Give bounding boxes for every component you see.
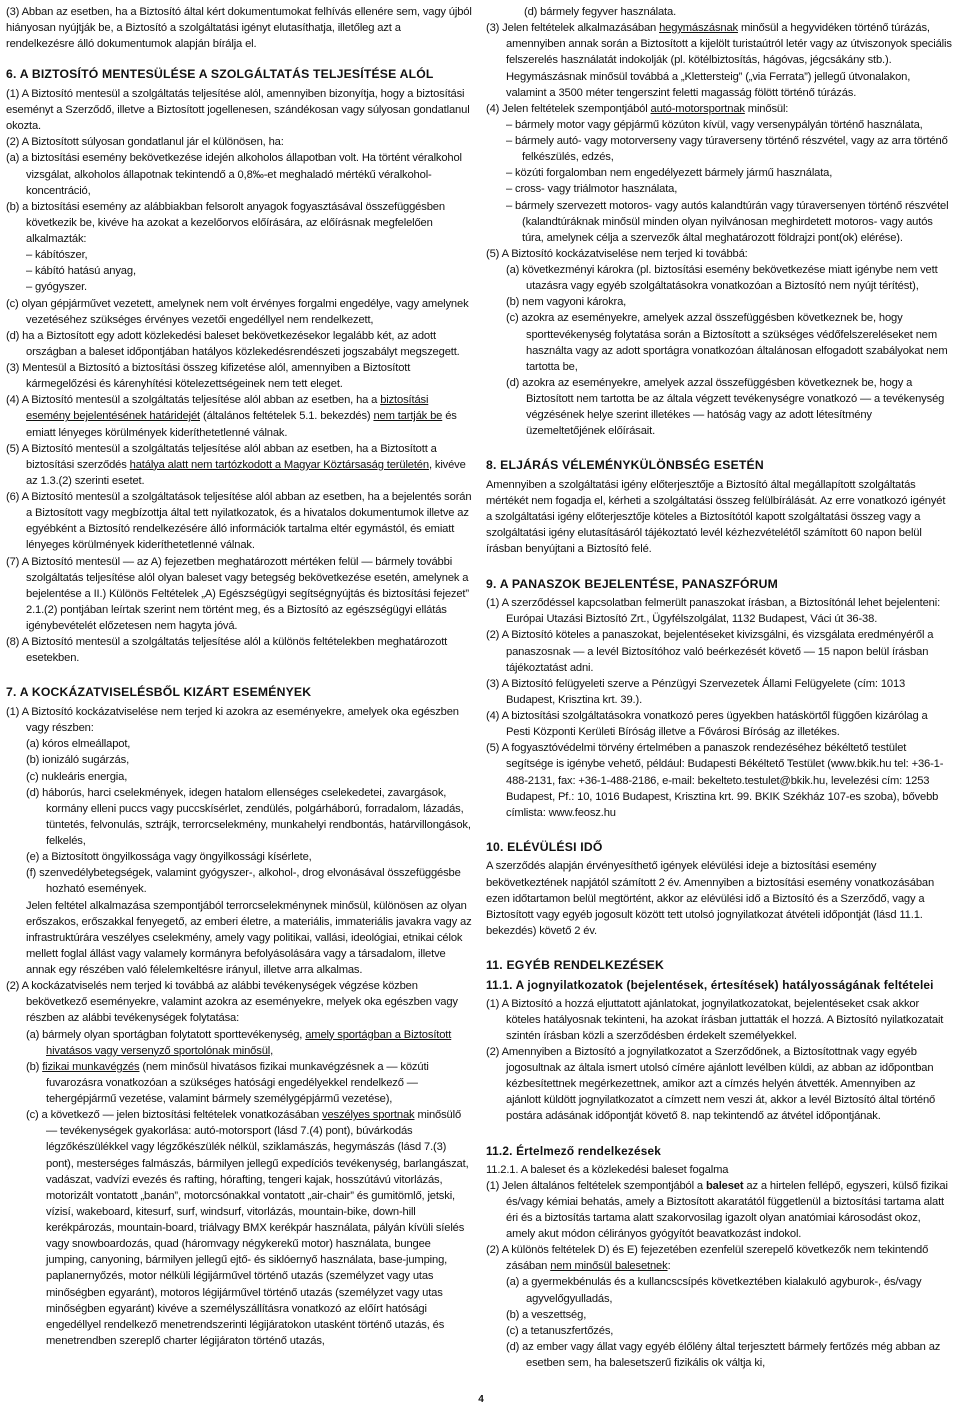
s9-paragraph-2: (2) A Biztosító köteles a panaszokat, bejelentéseket kivizsgálni, és vizsgálata eredményéről a panaszosnak — a levél Biztosítóhoz való beérkezését követő — 15 napon belül írásban tájékoztatást adni.: [486, 629, 934, 674]
s6-item-b: (b) a biztosítási esemény az alábbiakban felsorolt anyagok fogyasztásával összefüggésben következik be, kivéve ha azokat a kezelőorvos előírására, az előírásnak megfelelően alkalmazták:: [6, 200, 445, 246]
r-dash-4: – cross- vagy triálmotor használata,: [506, 183, 678, 196]
s6-paragraph-6: (6) A Biztosító mentesül a szolgáltatások teljesítése alól abban az esetben, ha a bejelentés során a Biztosított vagy megbízottja által tett nyilatkozatok, és a hivatalos dokumentumok illetve az egyébként a Biztosító rendelkezésére álló információk tartalma eltér egymástól, és emiatt lényeges körülmények kideríthetetlenné válnak.: [6, 491, 472, 552]
section-10-title: 10. ELÉVÜLÉSI IDŐ: [486, 839, 603, 854]
s6-p4-b: (általános feltételek 5.1. bekezdés): [200, 410, 374, 423]
s9-paragraph-5: (5) A fogyasztóvédelmi törvény értelmében a panaszok rendezéséhez békéltető testület segítsége is igénybe vehető, például: Budapesti Békéltető Testület (www.bkik.hu tel: +36-1-488-2131, fax: +36-1-488-2186, e-mail: bekelteto.testulet@bkik.hu, levelezési cím: 1253 Budapest, Pf.: 10, 1016 Budapest, Krisztina krt. 99. BKIK Székház 107-es szoba), bővebb címlista: www.feosz.hu: [486, 742, 944, 819]
r-p4-b: minősül:: [744, 102, 789, 115]
s6-paragraph-2: (2) A Biztosított súlyosan gondatlanul jár el különösen, ha:: [6, 136, 284, 149]
r-paragraph-3: [486, 20, 952, 68]
s9-paragraph-1: (1) A szerződéssel kapcsolatban felmerült panaszokat írásban, a Biztosítónál lehet bejelenteni: Európai Utazási Biztosító Zrt., Ügyfélszolgálat, 1132 Budapest, Váci út 36-38.: [486, 597, 941, 626]
r-p4-underline: autó-motorsportnak: [650, 102, 745, 115]
s7-p2b-label: (b): [26, 1060, 43, 1073]
s6-paragraph-1: (1) A Biztosító mentesül a szolgáltatás teljesítése alól, amennyiben bizonyítja, hogy a biztosítási eseményt a Szerződő, illetve a Biztosított jogellenesen, szándékosan vagy súlyosan gondatlanul okozta.: [6, 87, 470, 133]
s6-dash-1: – kábítószer,: [26, 249, 88, 262]
s7-p2a-underline: amely sportágban a Biztosított hivatásos vagy versenyző sportolónak minősül,: [46, 1028, 452, 1057]
s7-terror-definition: Jelen feltétel alkalmazása szempontjából terrorcselekménynek minősül, különösen az olyan erőszakos, erőszakkal fenyegető, az emberi életre, a materiális, immateriális javakra vagy az infrastruktúrára veszélyes cselekmény, amely vagy politikai, vallási, ideológiai, etnikai célok mellett foglal állást vagy valamely kormányra befolyásolására vagy a társadalom, illetve annak egy részében való félelemkeltésre irányul, illetve arra alkalmas.: [26, 899, 472, 976]
s6-paragraph-8: (8) A Biztosító mentesül a szolgáltatás teljesítése alól a különös feltételekben meghatározott esetekben.: [6, 636, 448, 665]
s6-p4-underline-1: biztosítási esemény bejelentésének határidejét: [26, 394, 429, 423]
s1121-paragraph-1: [486, 1178, 952, 1243]
r-p5-item-d: (d) azokra az eseményekre, amelyek azzal összefüggésben következnek be, hogy a Biztosított nem tartotta be az általa végzett tevékenységre vonatkozó — a tevékenység végzésének helye szerint illetékes — hatóság vagy az adott létesítmény üzemeltetőjének előírásait.: [506, 376, 945, 438]
r-paragraph-3-cont: Hegymászásnak minősül továbbá a „Klettersteig” („via Ferrata”) jellegű útvonalakon, valamint a 3500 méter tengerszint feletti magasság fölött történő túrázás.: [506, 70, 911, 99]
document-page: [6, 0, 956, 1409]
s6-p5-b: kivéve az 1.3.(2) szerinti esetet.: [26, 458, 466, 487]
s6-p5-underline: hatálya alatt nem tartózkodott a Magyar Köztársaság területén,: [129, 458, 432, 471]
s7-item-f: (f) szenvedélybetegségek, valamint gyógyszer-, alkohol-, drog elvonásával összefüggésbe hozható események.: [26, 867, 461, 896]
s8-text: Amennyiben a szolgáltatási igény előterjesztője a Biztosító által megállapított szolgáltatás mértékét nem fogadja el, kérheti a szolgáltatási összeg felülbírálását. Az erre vonatkozó igényét a szolgáltatási igény előterjesztője köteles a Biztosítótól kapott szolgáltatási összeg vagy a szolgáltatási igény elutasításáról tájékoztató levél kézhezvételétől számított 60 napon belül írásban benyújtani a Biztosító felé.: [486, 478, 946, 556]
s1121-heading: 11.2.1. A baleset és a közlekedési baleset fogalma: [486, 1163, 729, 1176]
right-column: [486, 4, 952, 1371]
s6-p4-c: és emiatt lényeges körülmények kideríthetetlenné válnak.: [26, 410, 457, 439]
s1121-p2-a: (2) A különös feltételek D) és E) fejezetében ezenfelül szerepelő következők nem tekintendő: [486, 1244, 929, 1257]
page-number: 4: [478, 1394, 484, 1405]
r-p3-a: (3) Jelen feltételek alkalmazásában: [486, 22, 660, 35]
s1121-p2-c: :: [667, 1260, 671, 1273]
s9-paragraph-3: (3) A Biztosító felügyeleti szerve a Pénzügyi Szervezetek Állami Felügyelete (cím: 1013 Budapest, Krisztina krt. 39.).: [486, 677, 906, 706]
s7-item-a: (a) kóros elmeállapot,: [26, 738, 131, 751]
section-11-2-title: 11.2. Értelmező rendelkezések: [486, 1143, 661, 1158]
r-dash-2: – bármely autó- vagy motorverseny vagy túraverseny történő részvétel, vagy az arra történő felkészülés, edzés,: [506, 135, 948, 164]
left-column: [6, 4, 472, 1349]
s1121-item-b: (b) a veszettség,: [506, 1308, 587, 1321]
r-item-d: (d) bármely fegyver használata.: [524, 6, 677, 18]
s6-paragraph-3: (3) Mentesül a Biztosító a biztosítási összeg kifizetése alól, amennyiben a Biztosított kármegelőzési és kárenyhítési kötelezettségeinek nem tett eleget.: [6, 362, 411, 391]
s7-item-c: (c) nukleáris energia,: [26, 770, 128, 783]
s1121-paragraph-2: [486, 1242, 952, 1274]
paragraph-3-intro: (3) Abban az esetben, ha a Biztosító által kért dokumentumokat felhívás ellenére sem, vagy újból hiányosan nyújtják be, a Biztosító a szolgáltatási igényt elutasíthatja, illetőleg azt a rendelkezésre álló dokumentumok alapján bírálja el.: [6, 6, 472, 51]
s6-paragraph-5: [6, 441, 472, 489]
r-p5-item-c: (c) azokra az eseményekre, amelyek azzal összefüggésben következnek be, hogy sporttevékenység folytatása során a Biztosított a szükséges védőfelszereléseket nem használta vagy az adott sportágra vonatkozóan általánosan elfogadott szabályokat nem tartotta be,: [506, 312, 948, 373]
section-6-title: 6. A BIZTOSÍTÓ MENTESÜLÉSE A SZOLGÁLTATÁS TELJESÍTÉSE ALÓL: [6, 67, 434, 82]
s1121-p2-underline: nem minősül balesetnek: [550, 1260, 668, 1273]
s111-paragraph-2: (2) Amennyiben a Biztosító a jognyilatkozatot a Szerződőnek, a Biztosítottnak vagy egyéb jogosultnak az általa ismert utolsó címére ajánlott levélben küldi, az abban az időpontban kézbesítettnek megérkezettnek, amikor azt a címzés helyén átvették. Amennyiben az ajánlott küldött jognyilatkozatot a címzett nem veszi át, akkor a levél Biztosító által történő postára adásának időpontját követő 8. nap tekintendő az átvétel időpontjának.: [486, 1045, 936, 1123]
s1121-p1-a: (1) Jelen általános feltételek szempontjából a: [486, 1179, 706, 1192]
s9-paragraph-4: (4) A biztosítási szolgáltatásokra vonatkozó peres ügyekben hatáskörtől függően kizárólag a Pesti Központi Kerületi Bíróság illetve a Fővárosi Bíróság az illetékes.: [486, 710, 928, 739]
r-paragraph-4: [486, 101, 952, 117]
s111-paragraph-1: (1) A Biztosító a hozzá eljuttatott ajánlatokat, jognyilatkozatokat, bejelentéseket csak akkor köteles hatályosnak tekinteni, ha azokat írásban juttatták el hozzá. A Biztosító nyilatkozatait szintén írásban közli a szerződésben érdekelt személyekkel.: [486, 997, 944, 1042]
s6-p4-a: (4) A Biztosító mentesül a szolgáltatás teljesítése alól abban az esetben, ha a: [6, 394, 381, 407]
s10-text: A szerződés alapján érvényesíthető igények elévülési ideje a biztosítási esemény bekövetkeztének napjától számított 2 év. Amennyiben a biztosítási esemény vonatkozásában ezen időtartamon belül megtörtént, akkor az elévülési idő a Biztosító és a Szerződő, vagy a Biztosított vagy egyéb jogosult között tett utolsó jognyilatkozat átvételi időpontját (lásd 11.1. bekezdés) követő 2 év.: [486, 860, 935, 937]
s7-p2c-underline: veszélyes sportnak: [322, 1109, 415, 1122]
s7-p2a-text: (a) bármely olyan sportágban folytatott sporttevékenység,: [26, 1028, 306, 1041]
r-dash-3: – közúti forgalomban nem engedélyezett bármely jármű használata,: [506, 167, 833, 180]
s1121-item-a: (a) a gyermekbénulás és a kullancscsípés következtében kialakuló agyburok-, és/vagy agyvelőgyulladás,: [506, 1276, 922, 1305]
r-p4-a: (4) Jelen feltételek szempontjából: [486, 102, 651, 115]
s6-paragraph-7: (7) A Biztosító mentesül — az A) fejezetben meghatározott mértéken felül — bármely további szolgáltatás teljesítése alól olyan baleset vagy betegség bekövetkezése esetén, amelynek a bejelentése a II.) Különös Feltételek „A) Egészségügyi segítségnyújtás és biztosítási fejezet” 2.1.(2) pontjában leírtak szerint nem történt meg, és a Biztosító az egészségügyi ellátás igénybevételét előzetesen nem hagyta jóvá.: [6, 555, 469, 633]
s7-p2-item-b: [6, 1059, 472, 1107]
s1121-p1-bold: baleset: [705, 1179, 744, 1192]
s6-dash-2: – kábító hatású anyag,: [26, 265, 136, 278]
s7-paragraph-2: (2) A kockázatviselés nem terjed ki továbbá az alábbi tevékenységek végzése közben bekövetkező eseményekre, valamint azokra az eseményekre, melyek oka egészben vagy részben az alábbi tevékenységek folytatása:: [6, 980, 458, 1025]
s6-paragraph-4: [6, 392, 472, 440]
s6-dash-3: – gyógyszer.: [26, 281, 88, 294]
s6-p5-a: (5) A Biztosító mentesül a szolgáltatás teljesítése alól abban az esetben, ha a Biztosított a biztosítási szerződés: [6, 442, 437, 471]
s1121-item-c: (c) a tetanuszfertőzés,: [506, 1324, 614, 1337]
section-11-1-title: 11.1. A jognyilatkozatok (bejelentések, értesítések) hatályosságának feltételei: [486, 977, 934, 992]
s7-item-b: (b) ionizáló sugárzás,: [26, 754, 130, 767]
r-dash-5: – bármely szervezett motoros- vagy autós kalandtúrán vagy túraversenyen történő részvétel (kalandtúráknak minősül minden olyan nyilvánosan meghirdetett motoros- vagy autós túra, amelynek célja a szervezők által meghatározott földrajzi pont(ok) elérése).: [506, 199, 949, 244]
s7-item-d: (d) háborús, harci cselekmények, idegen hatalom ellenséges cselekedetei, zavargások, kormány elleni puccs vagy puccskísérlet, zendülés, polgárháború, forradalom, lázadás, tüntetés, felvonulás, sztrájk, terrorcselekmény, munkahelyi rendbontás, határvillongások, felkelés,: [26, 786, 471, 847]
s7-item-e: (e) a Biztosított öngyilkossága vagy öngyilkossági kísérlete,: [26, 851, 312, 864]
s1121-p2-b: zásában: [506, 1260, 551, 1273]
r-p3-underline: hegymászásnak: [659, 22, 738, 35]
s6-item-a: (a) a biztosítási esemény bekövetkezése idején alkoholos állapotban volt. Ha történt véralkohol vizsgálat, alkoholos állapotnak tekintendő a 0,8‰-et meghaladó mértékű véralkohol-koncentráció,: [6, 152, 462, 197]
s6-item-d: (d) ha a Biztosított egy adott közlekedési baleset bekövetkezésekor legalább két, az adott országban a baleset időpontjában hatályos közlekedésrendészeti jogszabályt megszegett.: [6, 329, 460, 358]
section-11-title: 11. EGYÉB RENDELKEZÉSEK: [486, 958, 664, 973]
r-p5-item-b: (b) nem vagyoni károkra,: [506, 296, 627, 309]
s1121-p1-c: az a hirtelen fellépő, egyszeri, külső fizikai és/vagy kémiai behatás, amely a Biztosított akaratától függetlenül a biztosítási tartama alatt éri és a biztosítás tartama alatt szakorvosilag igazolt olyan anatómiai károsodást okoz, amely akut módon célirányos gyógyítót beavatkozást indokol.: [506, 1179, 948, 1241]
r-dash-1: – bármely motor vagy gépjármű közúton kívül, vagy versenypályán történő használata,: [506, 118, 923, 131]
s7-paragraph-1: (1) A Biztosító kockázatviselése nem terjed ki azokra az eseményekre, amelyek oka egészben vagy részben:: [6, 706, 459, 735]
section-9-title: 9. A PANASZOK BEJELENTÉSE, PANASZFÓRUM: [486, 576, 778, 591]
r-p5-item-a: (a) következményi károkra (pl. biztosítási esemény bekövetkezése miatt igénybe nem vett utazásra vagy egyéb szolgáltatásokra vonatkozóan a Biztosító nem nyújt térítést),: [506, 264, 938, 293]
s7-p2-item-c: [6, 1107, 472, 1349]
s6-item-c: (c) olyan gépjárművet vezetett, amelynek nem volt érvényes forgalmi engedélye, vagy amelynek vezetéséhez szükséges érvényes vezetői engedéllyel nem rendelkezett,: [6, 297, 469, 326]
s7-p2-item-a: [6, 1027, 472, 1059]
s1121-item-d: (d) az ember vagy állat vagy egyéb élőlény által terjesztett bármely fertőzés még abban az esetben sem, ha balesetszerű fizikális ok váltja ki,: [506, 1340, 941, 1370]
section-7-title: 7. A KOCKÁZATVISELÉSBŐL KIZÁRT ESEMÉNYEK: [6, 685, 312, 700]
r-paragraph-5: (5) A Biztosító kockázatviselése nem terjed ki továbbá:: [486, 247, 748, 260]
s6-p4-underline-2: nem tartják be: [373, 410, 443, 423]
section-8-title: 8. ELJÁRÁS VÉLEMÉNYKÜLÖNBSÉG ESETÉN: [486, 458, 764, 473]
r-p3-b: minősül a hegyvidéken történő túrázás, amennyiben annak során a Biztosított a kijelölt turistaútról letér vagy az útviszonyok speciális felszerelés használatát indokolják (pl. kötélbiztosítás, hágóvas, jégcsákány stb.).: [506, 22, 952, 67]
s7-p2b-underline: fizikai munkavégzés: [42, 1060, 140, 1073]
s7-p2c-text-b: minősülő — tevékenységek gyakorlása: autó-motorsport (lásd 7.(4) pont), búvárkodás légzőkészülékkel vagy légzőkészülék nélkül, sziklamászás, hegymászás (lásd 7.(3) pont), mesterséges falmászás, bármilyen jellegű expedíciós tevékenység, barlangászat, vadászat, vadvízi evezés és rafting, hórafting, tengeri kajak, hosszútávú vitorlázás, motorizált vontatott „banán”, motorcsónakkal vontatott „air-chair” és gumitömlő, jetski, vízisí, wakeboard, kitesurf, surf, windsurf, vitorlázás, mountain-bike, down-hill kerékpározás, mountain-board, triálvagy BMX kerékpár használata, pályán kívüli síelés vagy snowboardozás, quad (háromvagy négykerekű motor) használata, bungee jumping, canyoning, bármilyen jellegű ejtő- és siklóernyő használata, base-jumping, paplanernyőzés, motor nélküli légijárművel történő utazás (személyzet vagy utas minőségben egyaránt), motoros légijárművel történő utazás (személyzet vagy utas minőségben egyaránt) kivéve a személyszállításra vonatkozó az előírt hatósági engedéllyel rendelkező menetrendszerinti légijáratokon utasként történő utazás, és menetrendben szereplő charter légijáraton történő utazás,: [46, 1109, 469, 1347]
s7-p2c-text-a: (c) a következő — jelen biztosítási feltételek vonatkozásában: [26, 1109, 323, 1122]
s7-p2b-text: (nem minősül hivatásos fizikai munkavégzésnek a — közúti fuvarozásra vonatkozóan a szükséges hatósági engedélyekkel rendelkező — tehergépjármű vezetése, valamint bármely személygépjármű vezetése),: [46, 1060, 429, 1105]
